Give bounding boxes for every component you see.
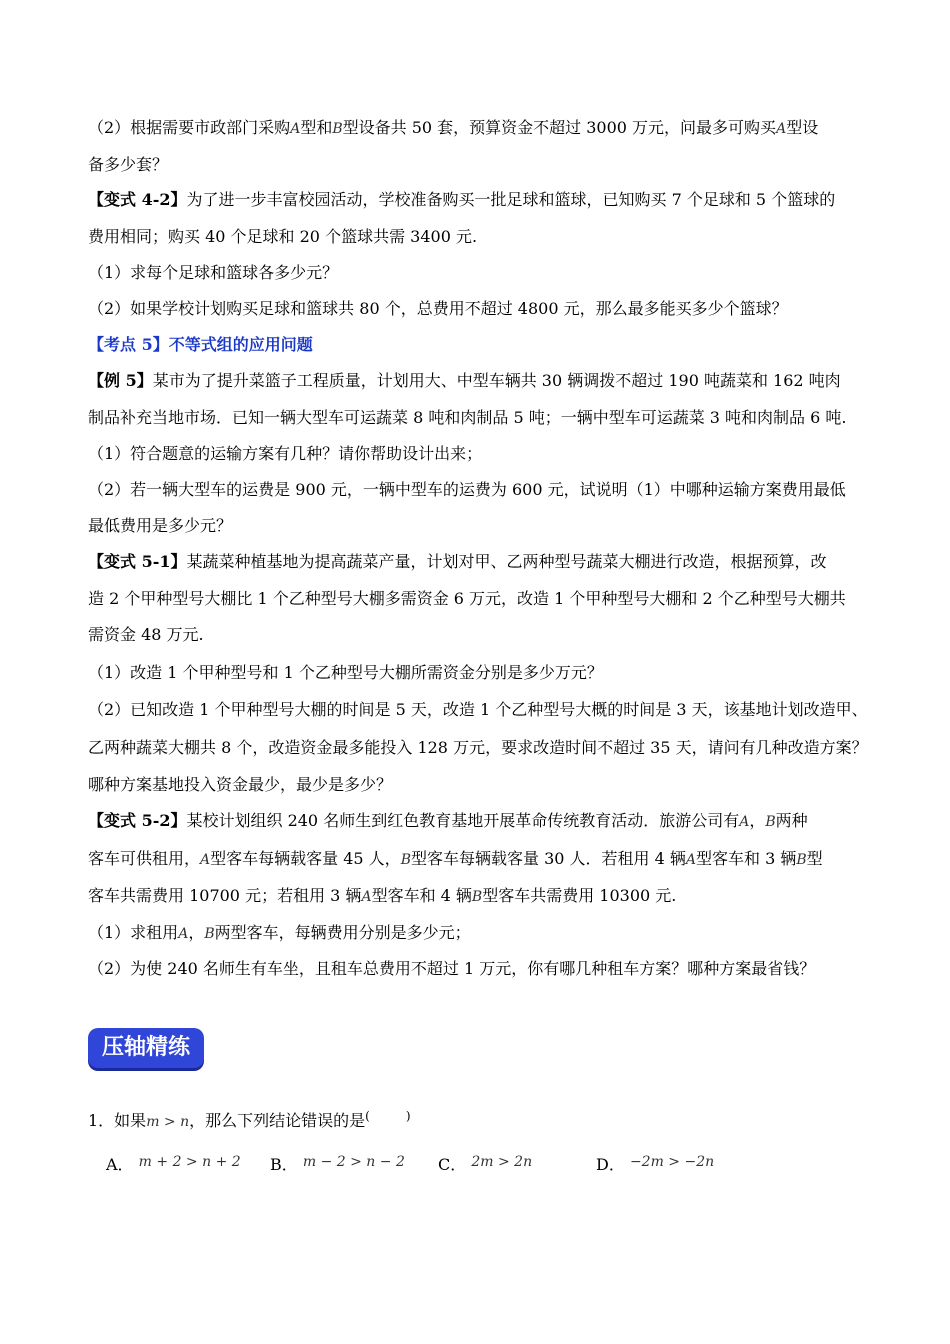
text-line: 制品补充当地市场．已知一辆大型车可运蔬菜 8 吨和肉制品 5 吨；一辆中型车可运蔬菜 3 吨和肉制品 6 吨. bbox=[88, 408, 847, 427]
variant-tag: 【变式 5-1】 bbox=[88, 552, 187, 571]
text-line: 备多少套？ bbox=[88, 155, 169, 174]
variable-b: B bbox=[332, 121, 343, 137]
question-stem: 1．如果m > n，那么下列结论错误的是( ) bbox=[88, 1109, 411, 1130]
text-line: 【变式 5-2】某校计划组织 240 名师生到红色教育基地开展革命传统教育活动．旅游公司有A，B两种 bbox=[88, 811, 808, 830]
text-line: 客车可供租用，A型客车每辆载客量 45 人，B型客车每辆载客量 30 人．若租用 4 辆A型客车和 3 辆B型 bbox=[88, 849, 823, 868]
text-line: 需资金 48 万元. bbox=[88, 625, 204, 644]
text-line: 最低费用是多少元？ bbox=[88, 516, 233, 535]
text-line: （1）求每个足球和篮球各多少元？ bbox=[88, 263, 339, 282]
text-line: （2）已知改造 1 个甲种型号大棚的时间是 5 天，改造 1 个乙种型号大概的时间是 3 天，该基地计划改造甲、 bbox=[88, 700, 868, 719]
section-heading: 【考点 5】不等式组的应用问题 bbox=[88, 335, 313, 354]
option-c: C． 2m > 2n bbox=[438, 1154, 533, 1174]
option-b: B． m − 2 > n − 2 bbox=[270, 1154, 405, 1174]
option-d: D． −2m > −2n bbox=[596, 1154, 715, 1174]
section-banner: 压轴精练 bbox=[88, 1028, 204, 1068]
variable-a: A bbox=[290, 121, 301, 137]
text-line: 费用相同；购买 40 个足球和 20 个篮球共需 3400 元. bbox=[88, 227, 478, 246]
variant-tag: 【变式 4-2】 bbox=[88, 190, 187, 209]
text-line: （2）若一辆大型车的运费是 900 元，一辆中型车的运费为 600 元，试说明（1）中哪种运输方案费用最低 bbox=[88, 480, 846, 499]
text-line: （1）求租用A，B两型客车，每辆费用分别是多少元； bbox=[88, 923, 471, 942]
text-line: 【变式 5-1】某蔬菜种植基地为提高蔬菜产量，计划对甲、乙两种型号蔬菜大棚进行改造，根据预算，改 bbox=[88, 552, 827, 571]
text-line: 【例 5】某市为了提升菜篮子工程质量，计划用大、中型车辆共 30 辆调拨不超过 190 吨蔬菜和 162 吨肉 bbox=[88, 371, 841, 390]
variable-a: A bbox=[776, 121, 787, 137]
text-line: （2）根据需要市政部门采购A型和B型设备共 50 套，预算资金不超过 3000 万元，问最多可购买A型设 bbox=[88, 118, 819, 137]
condition-expression: m > n bbox=[146, 1114, 190, 1130]
text-line: 乙两种蔬菜大棚共 8 个，改造资金最多能投入 128 万元，要求改造时间不超过 35 天，请问有几种改造方案？ bbox=[88, 738, 868, 757]
text-line: 【变式 4-2】为了进一步丰富校园活动，学校准备购买一批足球和篮球，已知购买 7 个足球和 5 个篮球的 bbox=[88, 190, 836, 209]
text-line: （1）符合题意的运输方案有几种？请你帮助设计出来； bbox=[88, 444, 483, 463]
example-tag: 【例 5】 bbox=[88, 371, 153, 390]
text-line: （1）改造 1 个甲种型号和 1 个乙种型号大棚所需资金分别是多少万元？ bbox=[88, 663, 603, 682]
option-a: A． m + 2 > n + 2 bbox=[106, 1154, 241, 1174]
text-line: 造 2 个甲种型号大棚比 1 个乙种型号大棚多需资金 6 万元，改造 1 个甲种型号大棚和 2 个乙种型号大棚共 bbox=[88, 589, 846, 608]
text-line: （2）如果学校计划购买足球和篮球共 80 个，总费用不超过 4800 元，那么最多能买多少个篮球？ bbox=[88, 299, 788, 318]
text-line: 客车共需费用 10700 元；若租用 3 辆A型客车和 4 辆B型客车共需费用 10300 元. bbox=[88, 886, 677, 905]
text-line: 哪种方案基地投入资金最少，最少是多少？ bbox=[88, 775, 393, 794]
answer-paren: ( ) bbox=[365, 1109, 411, 1123]
text-line: （2）为使 240 名师生有车坐，且租车总费用不超过 1 万元，你有哪几种租车方案？哪种方案最省钱？ bbox=[88, 959, 816, 978]
variant-tag: 【变式 5-2】 bbox=[88, 811, 187, 830]
